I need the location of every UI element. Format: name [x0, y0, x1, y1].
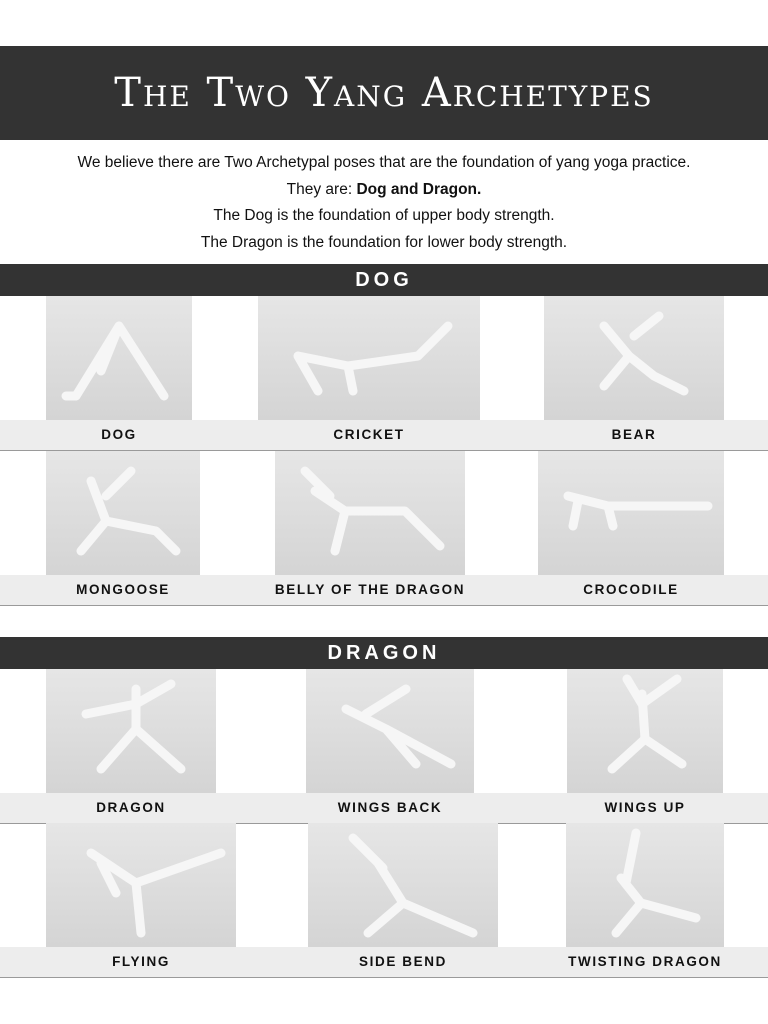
pose-figure-icon	[258, 296, 480, 420]
pose-photo-dragon	[46, 669, 216, 793]
pose-photo-flying	[46, 823, 236, 947]
intro-line-4: The Dragon is the foundation for lower body strength.	[200, 233, 568, 251]
section-heading-dog	[0, 264, 768, 296]
pose-figure-icon	[46, 296, 192, 420]
title-banner	[0, 46, 768, 140]
pose-caption-twisting-dragon: TWISTING DRAGON	[568, 954, 722, 969]
section-heading-dragon	[0, 637, 768, 669]
pose-photo-mongoose	[46, 451, 200, 575]
pose-photo-wings-back	[306, 669, 474, 793]
pose-photo-cricket	[258, 296, 480, 420]
intro-line-2-prefix: They are:	[286, 180, 357, 198]
pose-photo-dog	[46, 296, 192, 420]
section-heading-dog-label: DOG	[355, 268, 413, 291]
pose-caption-belly-of-the-dragon: BELLY OF THE DRAGON	[274, 582, 466, 597]
pose-caption-flying: FLYING	[112, 954, 170, 969]
intro-text	[0, 150, 768, 256]
pose-photo-belly-of-the-dragon	[275, 451, 465, 575]
intro-line-2-bold: Dog and Dragon.	[356, 180, 482, 198]
intro-line-3: The Dog is the foundation of upper body strength.	[213, 207, 555, 224]
pose-figure-icon	[566, 823, 724, 947]
intro-line-1: We believe there are Two Archetypal poses that are the foundation of yang yoga practice.	[77, 154, 691, 171]
pose-photo-twisting-dragon	[566, 823, 724, 947]
pose-caption-crocodile: CROCODILE	[583, 582, 679, 597]
pose-figure-icon	[46, 669, 216, 793]
pose-photo-crocodile	[538, 451, 724, 575]
pose-figure-icon	[567, 669, 723, 793]
pose-caption-wings-back: WINGS BACK	[337, 800, 443, 815]
pose-caption-dog: DOG	[101, 427, 137, 442]
pose-figure-icon	[538, 451, 724, 575]
intro-line-2	[0, 177, 768, 204]
pose-photo-side-bend	[308, 823, 498, 947]
pose-figure-icon	[306, 669, 474, 793]
pose-caption-mongoose: MONGOOSE	[76, 582, 170, 597]
pose-figure-icon	[308, 823, 498, 947]
pose-figure-icon	[544, 296, 724, 420]
pose-caption-bear: BEAR	[611, 427, 657, 442]
section-heading-dragon-label: DRAGON	[327, 641, 441, 664]
pose-photo-wings-up	[567, 669, 723, 793]
pose-photo-bear	[544, 296, 724, 420]
pose-caption-wings-up: WINGS UP	[604, 800, 686, 815]
pose-caption-dragon: DRAGON	[96, 800, 166, 815]
pose-caption-side-bend: SIDE BEND	[359, 954, 447, 969]
pose-figure-icon	[275, 451, 465, 575]
pose-caption-cricket: CRICKET	[333, 427, 405, 442]
page-title: The Two Yang Archetypes	[114, 70, 654, 116]
pose-figure-icon	[46, 451, 200, 575]
pose-figure-icon	[46, 823, 236, 947]
